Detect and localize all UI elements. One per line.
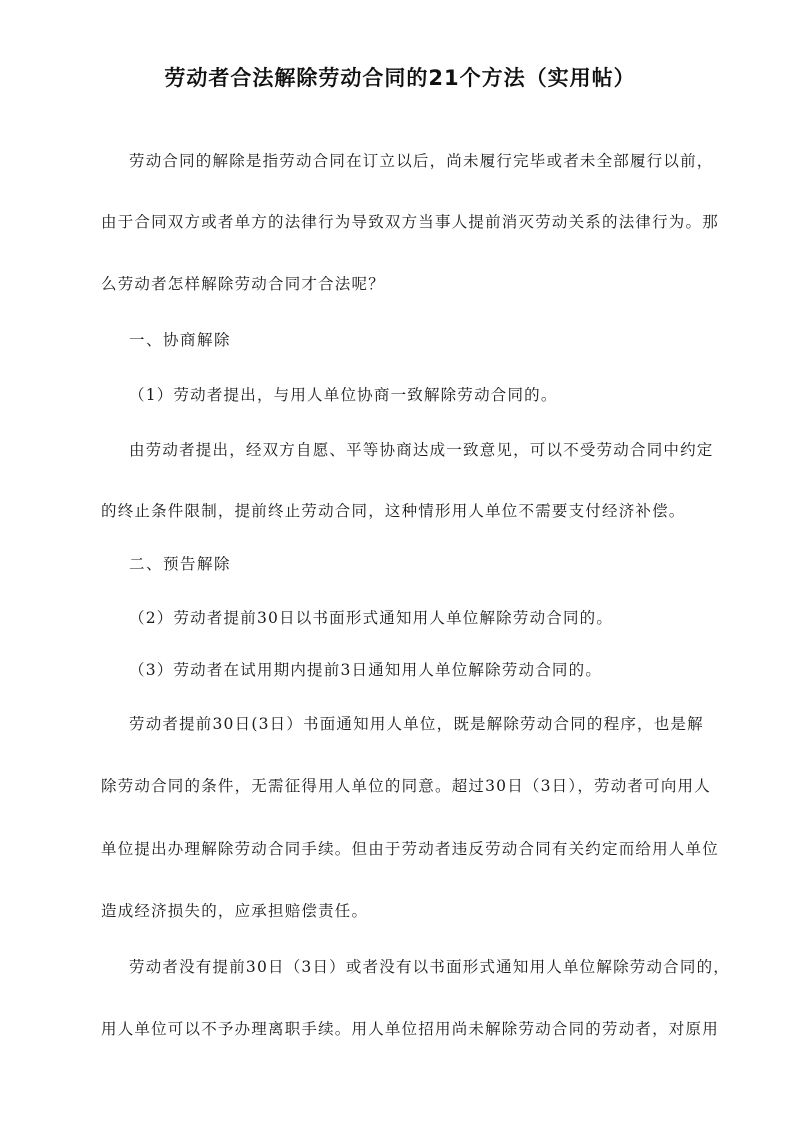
paragraph-line: 除劳动合同的条件，无需征得用人单位的同意。超过30日（3日），劳动者可向用人: [101, 777, 711, 795]
paragraph-line: （2）劳动者提前30日以书面形式通知用人单位解除劳动合同的。: [129, 609, 614, 627]
paragraph-line: 么劳动者怎样解除劳动合同才合法呢？: [101, 275, 385, 293]
document-title: 劳动者合法解除劳动合同的21个方法（实用帖）: [164, 66, 636, 90]
section-heading: 二、预告解除: [129, 555, 232, 573]
paragraph-line: 劳动合同的解除是指劳动合同在订立以后，尚未履行完毕或者未全部履行以前，: [129, 152, 714, 170]
paragraph-line: 劳动者没有提前30日（3日）或者没有以书面形式通知用人单位解除劳动合同的，: [129, 958, 730, 976]
paragraph-line: （3）劳动者在试用期内提前3日通知用人单位解除劳动合同的。: [129, 661, 603, 679]
paragraph-line: 的终止条件限制，提前终止劳动合同，这种情形用人单位不需要支付经济补偿。: [101, 502, 686, 520]
paragraph-line: 劳动者提前30日(3日）书面通知用人单位，既是解除劳动合同的程序，也是解: [129, 715, 704, 733]
paragraph-line: 用人单位可以不予办理离职手续。用人单位招用尚未解除劳动合同的劳动者，对原用: [101, 1020, 719, 1038]
paragraph-line: 由劳动者提出，经双方自愿、平等协商达成一致意见，可以不受劳动合同中约定: [129, 441, 714, 459]
paragraph-line: 由于合同双方或者单方的法律行为导致双方当事人提前消灭劳动关系的法律行为。那: [101, 213, 719, 231]
paragraph-line: （1）劳动者提出，与用人单位协商一致解除劳动合同的。: [129, 386, 558, 404]
paragraph-line: 单位提出办理解除劳动合同手续。但由于劳动者违反劳动合同有关约定而给用人单位: [101, 840, 719, 858]
section-heading: 一、协商解除: [129, 331, 232, 349]
paragraph-line: 造成经济损失的，应承担赔偿责任。: [101, 902, 369, 920]
